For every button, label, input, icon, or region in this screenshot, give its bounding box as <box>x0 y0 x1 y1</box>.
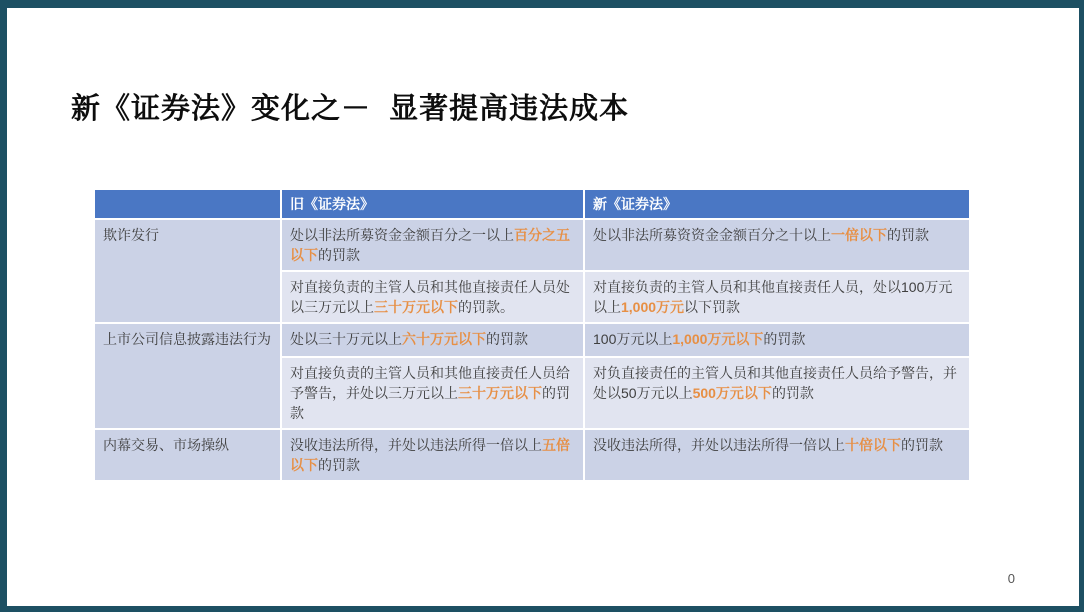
highlighted-penalty-text: 三十万元以下 <box>458 385 542 401</box>
penalty-text: 没收违法所得，并处以违法所得一倍以上 <box>593 437 845 453</box>
highlighted-penalty-text: 十倍以下 <box>845 437 901 453</box>
law-comparison-table <box>93 188 971 482</box>
penalty-text: 100万元以上 <box>593 331 673 347</box>
penalty-text: 的罚款 <box>318 457 360 473</box>
old-law-cell <box>282 272 583 322</box>
category-insider-trading: 内幕交易、市场操纵 <box>95 430 280 480</box>
penalty-text: 对直接负责的主管人员和其他直接责任人员给予警告，并处以三万元以上 <box>290 365 570 401</box>
header-cell-old-law: 旧《证券法》 <box>282 190 583 218</box>
penalty-text: 的罚款 <box>290 385 570 421</box>
highlighted-penalty-text: 六十万元以下 <box>402 331 486 347</box>
category-fraudulent-issuance: 欺诈发行 <box>95 220 280 322</box>
penalty-text: 的罚款。 <box>458 299 514 315</box>
header-cell-new-law: 新《证券法》 <box>585 190 969 218</box>
page-number: 0 <box>1007 571 1015 586</box>
old-law-cell <box>282 324 583 356</box>
highlighted-penalty-text: 百分之五以下 <box>290 227 570 263</box>
penalty-text: 的罚款 <box>901 437 943 453</box>
new-law-cell <box>585 430 969 480</box>
header-row <box>95 190 969 218</box>
highlighted-penalty-text: 1,000万元 <box>621 299 685 315</box>
new-law-cell <box>585 272 969 322</box>
penalty-text: 的罚款 <box>887 227 929 243</box>
highlighted-penalty-text: 一倍以下 <box>831 227 887 243</box>
penalty-text: 的罚款 <box>486 331 528 347</box>
penalty-text: 处以三十万元以上 <box>290 331 402 347</box>
highlighted-penalty-text: 五倍以下 <box>290 437 570 473</box>
penalty-text: 对负直接责任的主管人员和其他直接责任人员给予警告，并处以50万元以上 <box>593 365 957 401</box>
old-law-cell <box>282 430 583 480</box>
penalty-text: 的罚款 <box>763 331 806 347</box>
new-law-cell <box>585 358 969 428</box>
penalty-text: 处以非法所募资金金额百分之一以上 <box>290 227 514 243</box>
old-law-cell <box>282 220 583 270</box>
old-law-cell <box>282 358 583 428</box>
highlighted-penalty-text: 三十万元以下 <box>374 299 458 315</box>
header-cell-blank <box>95 190 280 218</box>
penalty-text: 对直接负责的主管人员和其他直接责任人员，处以100万元以上 <box>593 279 953 315</box>
table-header <box>95 190 969 218</box>
new-law-cell <box>585 220 969 270</box>
table-body <box>95 220 969 480</box>
table-row <box>95 220 969 270</box>
penalty-text: 以下罚款 <box>684 299 741 315</box>
penalty-text: 对直接负责的主管人员和其他直接责任人员处以三万元以上 <box>290 279 570 315</box>
highlighted-penalty-text: 500万元以下 <box>692 385 772 401</box>
highlighted-penalty-text: 1,000万元以下 <box>672 331 764 347</box>
table-row <box>95 430 969 480</box>
penalty-text: 的罚款 <box>771 385 814 401</box>
new-law-cell <box>585 324 969 356</box>
penalty-text: 没收违法所得，并处以违法所得一倍以上 <box>290 437 542 453</box>
penalty-text: 处以非法所募资资金金额百分之十以上 <box>593 227 831 243</box>
page-title: 新《证券法》变化之－ 显著提高违法成本 <box>71 93 630 125</box>
penalty-text: 的罚款 <box>318 247 360 263</box>
table-row <box>95 324 969 356</box>
category-disclosure-violation: 上市公司信息披露违法行为 <box>95 324 280 428</box>
